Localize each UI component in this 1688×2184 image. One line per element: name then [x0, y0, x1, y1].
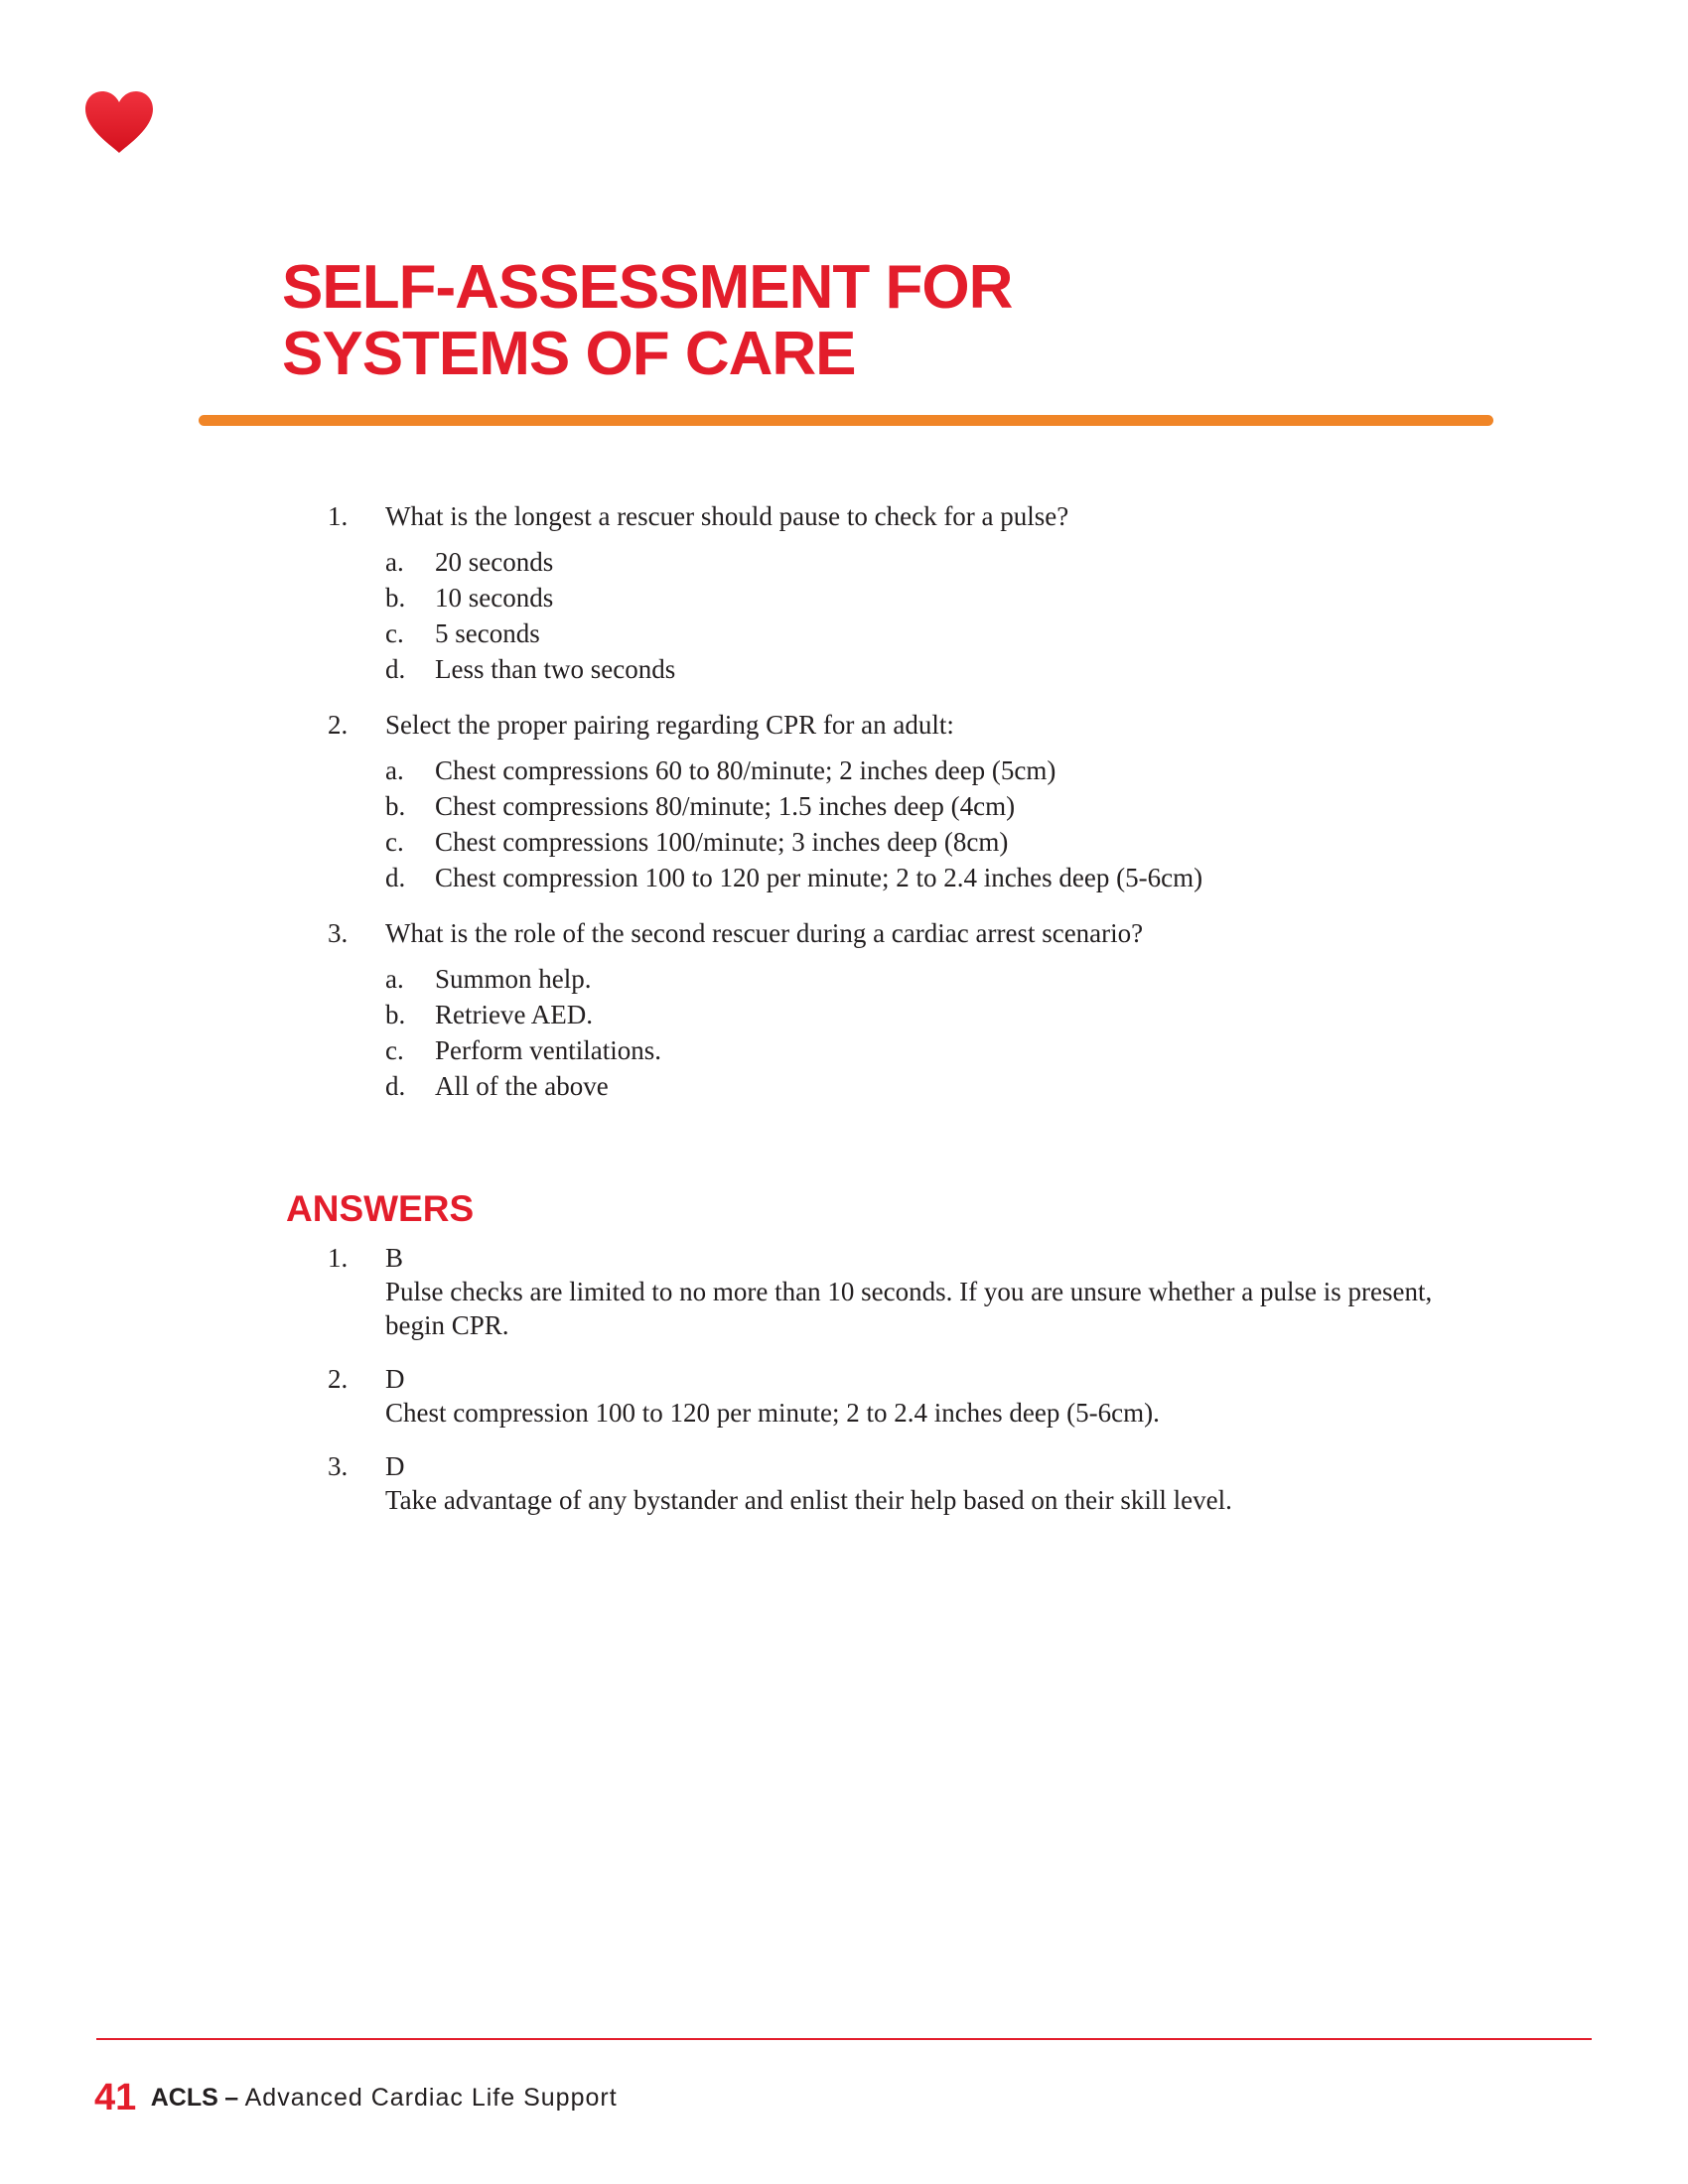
- question-number: 3.: [328, 918, 349, 948]
- question-text: What is the longest a rescuer should pause to check for a pulse?: [385, 501, 1069, 531]
- option-text: Less than two seconds: [435, 654, 676, 684]
- option-c: [385, 824, 1470, 860]
- option-b: [385, 788, 1470, 824]
- option-list: [385, 752, 1470, 895]
- question-3: [328, 915, 1470, 1104]
- option-text: Chest compressions 100/minute; 3 inches deep (8cm): [435, 827, 1009, 857]
- question-1: [328, 498, 1470, 687]
- answer-explanation: Pulse checks are limited to no more than 10 seconds. If you are unsure whether a pulse is present, begin CPR.: [385, 1277, 1433, 1340]
- footer-subtitle: Advanced Cardiac Life Support: [244, 2084, 618, 2112]
- option-d: [385, 651, 1470, 687]
- option-text: All of the above: [435, 1071, 609, 1101]
- option-list: [385, 961, 1470, 1104]
- page-title-line-2: SYSTEMS OF CARE: [282, 320, 856, 388]
- option-text: 20 seconds: [435, 547, 554, 577]
- answer-number: 2.: [328, 1364, 349, 1394]
- option-letter: b.: [385, 791, 406, 821]
- option-text: Chest compression 100 to 120 per minute; 2 to 2.4 inches deep (5-6cm): [435, 863, 1203, 892]
- answer-1: [328, 1241, 1470, 1342]
- option-text: Chest compressions 80/minute; 1.5 inches deep (4cm): [435, 791, 1016, 821]
- option-letter: d.: [385, 1071, 406, 1101]
- answers-heading: ANSWERS: [286, 1188, 475, 1229]
- answer-number: 3.: [328, 1451, 349, 1481]
- option-text: Retrieve AED.: [435, 1000, 593, 1029]
- question-text: Select the proper pairing regarding CPR for an adult:: [385, 710, 954, 740]
- answer-3: [328, 1449, 1470, 1517]
- answer-explanation: Take advantage of any bystander and enlist their help based on their skill level.: [385, 1485, 1232, 1515]
- answer-letter: B: [385, 1243, 404, 1273]
- page-title-line-1: SELF-ASSESSMENT FOR: [282, 253, 1013, 322]
- footer-dash: –: [224, 2084, 239, 2112]
- heart-icon: [83, 89, 155, 155]
- answer-2: [328, 1362, 1470, 1430]
- option-text: 10 seconds: [435, 583, 554, 613]
- page-title: [282, 254, 1012, 387]
- footer-divider: [96, 2038, 1592, 2040]
- option-b: [385, 997, 1470, 1032]
- option-letter: b.: [385, 583, 406, 613]
- option-letter: c.: [385, 1035, 404, 1065]
- answer-letter: D: [385, 1451, 405, 1481]
- questions-list: [328, 498, 1470, 1124]
- question-number: 1.: [328, 501, 349, 531]
- option-c: [385, 615, 1470, 651]
- footer-brand: ACLS: [150, 2084, 218, 2112]
- question-number: 2.: [328, 710, 349, 740]
- page-number: 41: [94, 2077, 137, 2118]
- option-letter: d.: [385, 863, 406, 892]
- question-text: What is the role of the second rescuer during a cardiac arrest scenario?: [385, 918, 1144, 948]
- answer-explanation: Chest compression 100 to 120 per minute; 2 to 2.4 inches deep (5-6cm).: [385, 1398, 1160, 1428]
- title-divider: [199, 415, 1493, 426]
- option-letter: b.: [385, 1000, 406, 1029]
- option-list: [385, 544, 1470, 687]
- option-text: Chest compressions 60 to 80/minute; 2 inches deep (5cm): [435, 755, 1056, 785]
- answer-number: 1.: [328, 1243, 349, 1273]
- heart-logo-icon: [83, 89, 155, 155]
- option-letter: d.: [385, 654, 406, 684]
- option-d: [385, 860, 1470, 895]
- option-a: [385, 752, 1470, 788]
- option-a: [385, 544, 1470, 580]
- option-b: [385, 580, 1470, 615]
- option-letter: c.: [385, 618, 404, 648]
- question-2: [328, 707, 1470, 895]
- option-text: 5 seconds: [435, 618, 540, 648]
- option-letter: c.: [385, 827, 404, 857]
- option-letter: a.: [385, 755, 404, 785]
- page-footer: [94, 2077, 618, 2119]
- answer-letter: D: [385, 1364, 405, 1394]
- option-a: [385, 961, 1470, 997]
- option-letter: a.: [385, 547, 404, 577]
- option-c: [385, 1032, 1470, 1068]
- option-letter: a.: [385, 964, 404, 994]
- option-d: [385, 1068, 1470, 1104]
- option-text: Summon help.: [435, 964, 592, 994]
- answers-list: [328, 1241, 1470, 1537]
- option-text: Perform ventilations.: [435, 1035, 661, 1065]
